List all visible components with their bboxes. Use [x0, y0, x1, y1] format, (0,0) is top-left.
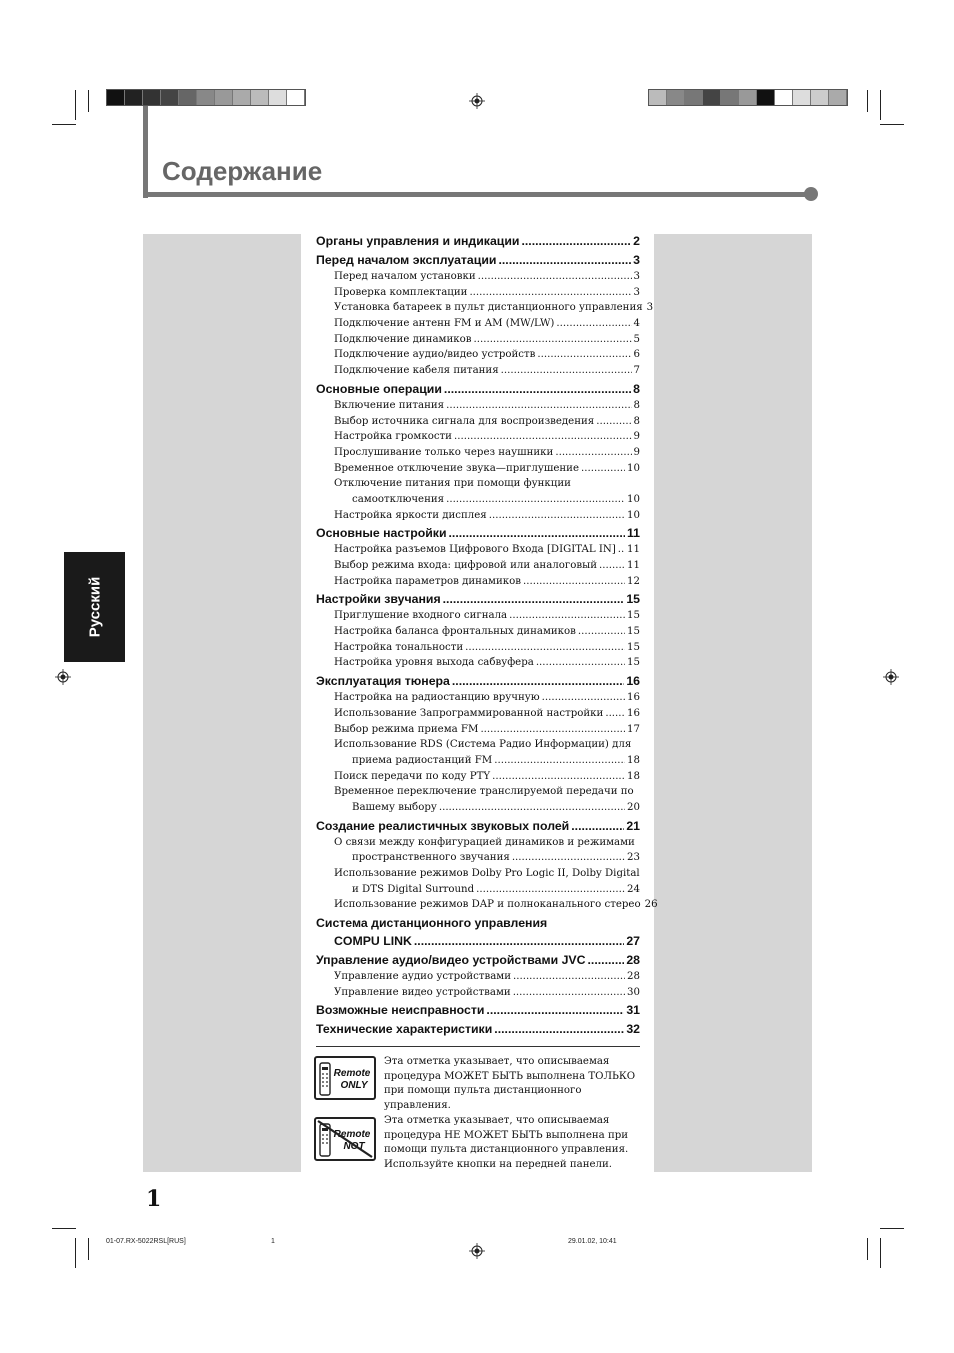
footer-page: 1: [271, 1238, 275, 1245]
toc-section: [316, 817, 640, 835]
toc-leader-dots: [443, 590, 625, 608]
toc-entry-title: Органы управления и индикации: [316, 234, 520, 248]
remote-only-icon: [314, 1056, 376, 1100]
toc-entry: [316, 363, 640, 379]
toc-entry-title: Настройка яркости дисплея: [334, 509, 487, 521]
toc-entry-page: 23: [627, 852, 640, 864]
toc-entry-page: 11: [627, 526, 640, 541]
toc-entry-title: Использование RDS (Система Радио Информации) для: [334, 739, 632, 751]
toc-leader-dots: [465, 640, 625, 656]
toc-leader-dots: [521, 232, 631, 250]
remote-only-icon-label-2: ONLY: [340, 1080, 368, 1091]
toc-entry-page: 24: [627, 883, 640, 895]
toc-entry-title: Использование Запрограммированной настройки: [334, 707, 604, 719]
toc-section: [316, 951, 640, 969]
toc-entry: [316, 985, 640, 1001]
toc-entry-title: Выбор режима входа: цифровой или аналоговый: [334, 560, 598, 571]
toc-entry: [316, 690, 640, 706]
toc-entry: [316, 897, 658, 913]
toc-section: [316, 524, 640, 542]
toc-section: [316, 232, 640, 250]
toc-entry-page: 8: [633, 381, 640, 396]
toc-entry: [316, 542, 640, 558]
toc-entry-title: пространственного звучания: [352, 852, 510, 864]
toc-entry: [316, 753, 640, 769]
color-bar-right: [648, 89, 848, 106]
toc-entry-page: 5: [633, 333, 640, 345]
toc-entry-title: Приглушение входного сигнала: [334, 610, 508, 622]
toc-entry: [316, 722, 640, 738]
toc-entry-page: 15: [627, 641, 640, 653]
remote-only-note-text: Эта отметка указывает, что описываемая процедура МОЖЕТ БЫТЬ выполнена ТОЛЬКО при помощи пульта дистанционного управления.: [384, 1056, 636, 1111]
toc-entry-title: Настройка параметров динамиков: [334, 575, 521, 587]
toc-leader-dots: [439, 800, 625, 816]
toc-entry-title: Создание реалистичных звуковых полей: [316, 818, 570, 833]
toc-entry: [316, 969, 640, 985]
toc-entry: [316, 558, 640, 574]
toc-entry-title: приема радиостанций FM: [352, 754, 493, 766]
page-number: 1: [146, 1186, 162, 1212]
toc-leader-dots: [542, 690, 625, 706]
toc-entry-title: COMPU LINK: [334, 934, 412, 949]
toc-entry: [316, 398, 640, 414]
title-dot: [804, 187, 818, 201]
toc-entry: [316, 640, 640, 656]
toc-leader-dots: [537, 347, 631, 363]
toc-entry-page: 3: [633, 286, 640, 298]
toc-leader-dots: [588, 951, 625, 969]
toc-entry-title: Использование режимов DAP и полноканального стерео: [334, 899, 641, 911]
crop-mark: [88, 1238, 89, 1260]
toc-leader-dots: [446, 398, 631, 414]
toc-entry: [316, 332, 640, 348]
toc-entry-title: Подключение аудио/видео устройств: [334, 349, 536, 361]
toc-leader-dots: [509, 608, 625, 624]
toc-entry-page: 15: [627, 610, 640, 622]
table-of-contents: [316, 231, 658, 1038]
toc-entry-title: Выбор режима приема FM: [334, 723, 479, 735]
toc-entry-page: 17: [627, 723, 640, 735]
toc-entry-title: Настройка тональности: [334, 641, 464, 653]
crop-mark: [52, 1228, 76, 1229]
registration-mark-icon: [469, 93, 485, 109]
toc-entry: [316, 414, 640, 430]
toc-entry-title: Настройка громкости: [334, 431, 452, 443]
toc-entry-page: 3: [646, 302, 654, 314]
toc-entry-page: 6: [633, 349, 640, 361]
toc-entry-title: Выбор источника сигнала для воспроизведения: [334, 415, 595, 427]
toc-entry-page: 16: [627, 707, 640, 719]
toc-entry-page: 18: [627, 754, 640, 766]
toc-leader-dots: [513, 969, 625, 985]
toc-entry-title: Настройка уровня выхода сабвуфера: [334, 657, 534, 669]
toc-entry-page: 26: [644, 899, 658, 911]
toc-leader-dots: [523, 574, 625, 590]
toc-entry-title: Поиск передачи по коду PTY: [334, 770, 491, 782]
toc-leader-dots: [489, 508, 625, 524]
toc-entry: [316, 429, 640, 445]
crop-mark: [88, 90, 89, 112]
toc-leader-dots: [556, 316, 631, 332]
remote-not-icon-label-2: NOT: [343, 1141, 365, 1152]
crop-mark: [867, 90, 868, 112]
toc-entry: [316, 800, 640, 816]
toc-entry-title: Временное переключение транслируемой передачи по: [334, 786, 634, 798]
toc-entry-title: Управление видео устройствами: [334, 986, 511, 998]
remote-not-note-text: Эта отметка указывает, что описываемая процедура НЕ МОЖЕТ БЫТЬ выполнена при помощи пульта дистанционного управления. Используйте кнопки на передней панели.: [384, 1115, 629, 1170]
toc-leader-dots: [474, 332, 632, 348]
toc-entry: [316, 492, 640, 508]
toc-entry-title: Проверка комплектации: [334, 286, 468, 298]
toc-entry-page: 4: [633, 318, 640, 330]
toc-section: [316, 251, 640, 269]
toc-entry: [316, 850, 640, 866]
remote-not-icon-label-1: Remote: [333, 1129, 371, 1140]
page-title: Содержание: [162, 156, 323, 186]
toc-entry-title: Включение питания: [334, 399, 445, 411]
toc-entry: [316, 655, 640, 671]
toc-leader-dots: [444, 380, 631, 398]
toc-leader-dots: [494, 1020, 624, 1038]
toc-leader-dots: [571, 817, 624, 835]
remote-not-icon: [314, 1117, 376, 1161]
toc-entry-title: Технические характеристики: [316, 1022, 493, 1037]
toc-entry: [316, 269, 640, 285]
toc-leader-dots: [512, 850, 625, 866]
toc-entry: [316, 300, 654, 316]
toc-leader-dots: [486, 1001, 624, 1019]
toc-entry: [316, 769, 640, 785]
toc-entry: [316, 882, 640, 898]
side-panel-right: [654, 234, 812, 1172]
toc-entry-page: 30: [627, 986, 640, 998]
registration-mark-icon: [55, 669, 71, 685]
toc-entry: [316, 461, 640, 477]
toc-leader-dots: [480, 722, 625, 738]
toc-entry-page: 7: [633, 365, 640, 377]
toc-entry-title: Система дистанционного управления: [316, 916, 548, 931]
toc-entry-page: 10: [627, 509, 640, 521]
registration-mark-icon: [469, 1243, 485, 1259]
crop-mark: [867, 1238, 868, 1260]
registration-mark-icon: [883, 669, 899, 685]
toc-entry: [316, 508, 640, 524]
toc-entry-page: 32: [626, 1022, 640, 1037]
toc-entry-title: Основные настройки: [316, 526, 447, 541]
toc-entry: [316, 316, 640, 332]
crop-mark: [75, 1238, 76, 1268]
toc-entry-page: 10: [627, 462, 640, 474]
toc-entry-page: 8: [633, 399, 640, 411]
toc-entry-page: 27: [626, 934, 640, 949]
toc-entry-title: Установка батареек в пульт дистанционного управления: [334, 302, 643, 314]
toc-leader-dots: [596, 414, 631, 430]
toc-entry-title: Отключение питания при помощи функции: [334, 478, 571, 490]
toc-entry-page: 8: [633, 415, 640, 427]
divider: [316, 1046, 640, 1047]
toc-entry-title: Перед началом установки: [334, 271, 476, 282]
language-tab: [64, 552, 125, 662]
toc-entry: [316, 624, 640, 640]
toc-entry-page: 11: [627, 544, 640, 556]
toc-entry-title: Возможные неисправности: [316, 1003, 485, 1018]
toc-leader-dots: [581, 461, 625, 477]
crop-mark: [880, 90, 881, 120]
toc-leader-dots: [513, 985, 625, 1001]
toc-section: [316, 1001, 640, 1019]
toc-leader-dots: [605, 706, 625, 722]
toc-section: [316, 932, 640, 950]
toc-entry-page: 12: [627, 575, 640, 587]
toc-leader-dots: [578, 624, 625, 640]
toc-entry-title: Подключение кабеля питания: [334, 365, 499, 377]
toc-entry-page: 9: [633, 446, 640, 458]
toc-entry-page: 21: [626, 818, 640, 833]
toc-leader-dots: [446, 492, 625, 508]
toc-entry-title: Настройка разъемов Цифрового Входа [DIGITAL IN]: [334, 544, 616, 556]
footer-date: 29.01.02, 10:41: [568, 1238, 617, 1245]
crop-mark: [52, 124, 76, 125]
toc-entry: [316, 574, 640, 590]
toc-leader-dots: [501, 363, 632, 379]
toc-entry-title: Настройки звучания: [316, 592, 441, 607]
toc-entry-title: Временное отключение звука—приглушение: [334, 462, 579, 474]
toc-section: [316, 915, 640, 932]
language-tab-label: Русский: [86, 576, 103, 638]
toc-entry: [316, 866, 640, 882]
toc-entry-title: Подключение антенн FM и AM (MW/LW): [334, 318, 555, 330]
toc-entry-page: 28: [627, 971, 640, 983]
toc-entry-page: 11: [627, 560, 640, 571]
toc-entry: [316, 347, 640, 363]
toc-section: [316, 1020, 640, 1038]
toc-entry-title: О связи между конфигурацией динамиков и режимами: [334, 836, 635, 848]
toc-section: [316, 590, 640, 608]
toc-entry-page: 2: [633, 234, 640, 248]
toc-entry: [316, 737, 640, 753]
toc-leader-dots: [536, 655, 625, 671]
toc-entry: [316, 835, 640, 851]
toc-entry: [316, 445, 640, 461]
toc-entry-title: Настройка баланса фронтальных динамиков: [334, 626, 576, 638]
toc-section: [316, 380, 640, 398]
toc-entry-page: 28: [626, 953, 640, 968]
toc-entry-title: Управление аудио/видео устройствами JVC: [316, 953, 586, 968]
toc-entry: [316, 706, 640, 722]
toc-entry-page: 31: [626, 1003, 640, 1018]
toc-entry: [316, 608, 640, 624]
toc-entry: [316, 476, 640, 492]
toc-entry-page: 15: [627, 626, 640, 638]
toc-entry: [316, 285, 640, 301]
toc-leader-dots: [454, 429, 632, 445]
toc-entry-title: и DTS Digital Surround: [352, 883, 475, 895]
toc-entry-page: 20: [627, 801, 640, 813]
toc-leader-dots: [478, 269, 632, 285]
toc-entry-page: 16: [626, 674, 640, 689]
toc-entry-title: Использование режимов Dolby Pro Logic II, Dolby Digital: [334, 868, 640, 879]
toc-leader-dots: [494, 753, 625, 769]
side-panel-left: [143, 234, 301, 1172]
toc-entry-title: Основные операции: [316, 381, 442, 396]
toc-entry-page: 3: [633, 253, 640, 267]
toc-leader-dots: [414, 932, 624, 950]
toc-entry-title: Управление аудио устройствами: [334, 971, 511, 983]
toc-entry-title: Настройка на радиостанцию вручную: [334, 692, 540, 704]
toc-leader-dots: [469, 285, 631, 301]
crop-mark: [880, 1228, 904, 1229]
toc-entry-title: Вашему выбору: [352, 801, 437, 813]
toc-leader-dots: [492, 769, 625, 785]
toc-entry-page: 10: [627, 493, 640, 505]
toc-entry-page: 9: [633, 431, 640, 443]
toc-leader-dots: [498, 251, 631, 269]
toc-entry-page: 16: [627, 692, 640, 704]
toc-leader-dots: [618, 542, 625, 558]
toc-entry-page: 18: [627, 770, 640, 782]
footer-file-name: 01-07.RX-5022RSL[RUS]: [106, 1238, 186, 1245]
toc-entry-title: самоотключения: [352, 493, 445, 505]
toc-entry-title: Подключение динамиков: [334, 333, 472, 345]
crop-mark: [75, 90, 76, 120]
toc-entry-page: 15: [627, 657, 640, 669]
toc-entry-title: Перед началом эксплуатации: [316, 253, 497, 267]
crop-mark: [880, 124, 904, 125]
toc-leader-dots: [555, 445, 631, 461]
color-bar-left: [106, 89, 306, 106]
toc-entry: [316, 784, 640, 800]
toc-leader-dots: [449, 524, 625, 542]
toc-leader-dots: [452, 672, 624, 690]
toc-leader-dots: [476, 882, 625, 898]
toc-entry-title: Эксплуатация тюнера: [316, 674, 450, 689]
title-bracket-vertical: [143, 106, 148, 198]
toc-entry-page: 15: [626, 592, 640, 607]
toc-entry-page: 3: [633, 271, 640, 282]
toc-entry-title: Прослушивание только через наушники: [334, 446, 554, 458]
remote-only-icon-label-1: Remote: [333, 1068, 371, 1079]
toc-section: [316, 672, 640, 690]
title-underline: [143, 192, 810, 197]
crop-mark: [880, 1238, 881, 1268]
toc-leader-dots: [599, 558, 625, 574]
